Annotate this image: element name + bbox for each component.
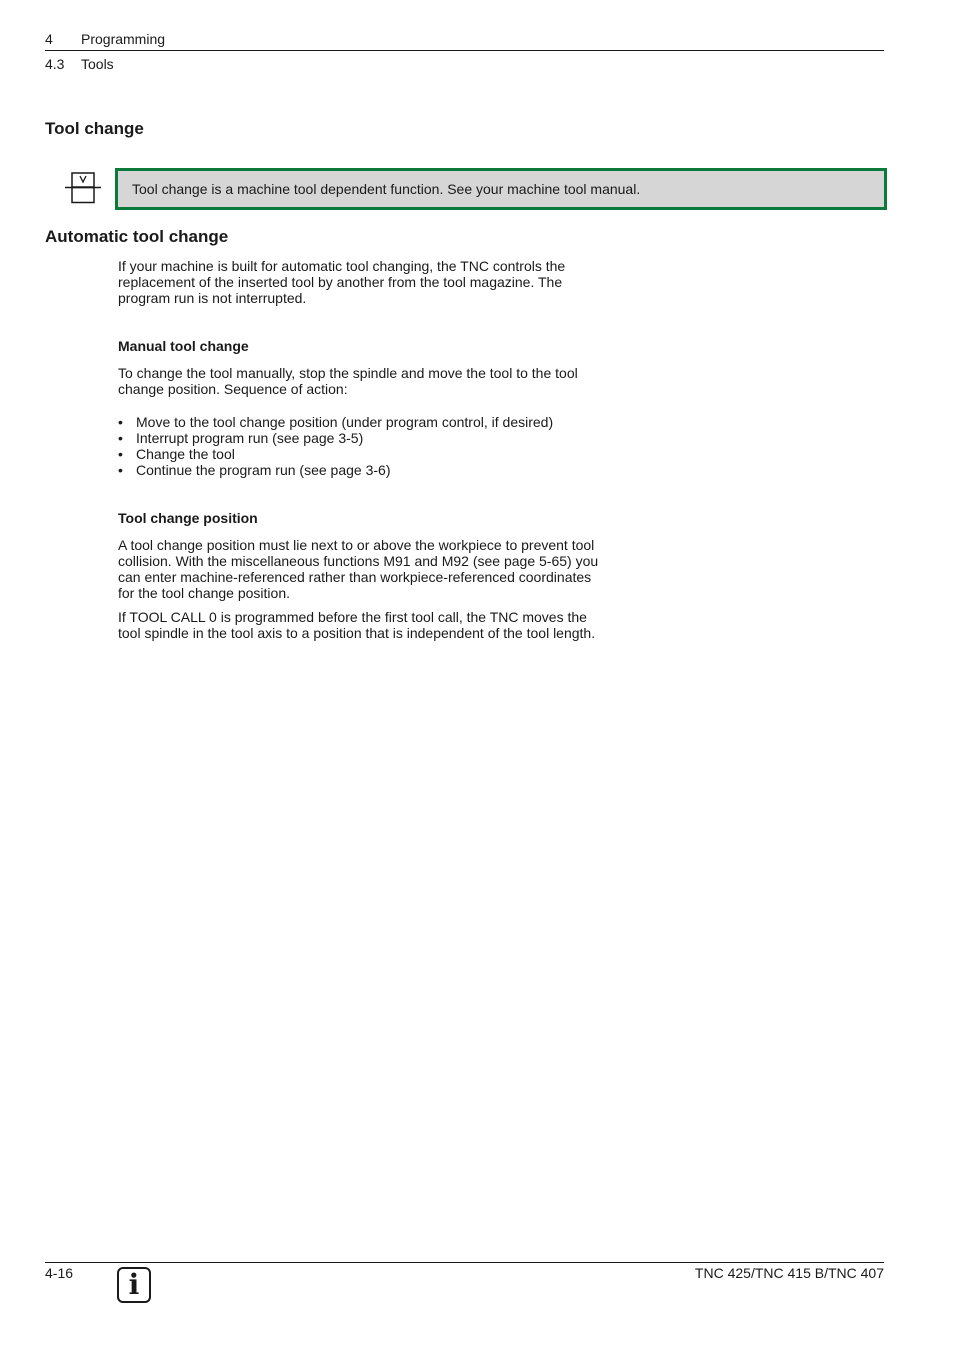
page-number: 4-16	[45, 1265, 74, 1281]
manual-tool-change-heading: Manual tool change	[118, 338, 249, 354]
tool-change-position-paragraph-2: If TOOL CALL 0 is programmed before the first tool call, the TNC moves the tool spindle in the tool axis to a position that is independent of the tool length.	[118, 609, 596, 641]
footer-rule	[45, 1262, 884, 1263]
list-item: • Change the tool	[118, 446, 638, 462]
footer-model-name: TNC 425/TNC 415 B/TNC 407	[694, 1265, 884, 1281]
header-section-number: 4.3	[45, 56, 65, 72]
tool-change-position-paragraph-1: A tool change position must lie next to or above the workpiece to prevent tool collision. With the miscellaneous functions M91 and M92 (see page 5-65) you can enter machine-referenced rather than workpiece-referenced coordinates for the tool change position.	[118, 537, 599, 601]
header-section-title: Tools	[81, 56, 114, 72]
machine-tool-icon	[64, 172, 102, 204]
tool-change-heading: Tool change	[45, 119, 144, 138]
info-icon: i	[117, 1267, 151, 1303]
manual-tool-change-steps	[118, 414, 638, 478]
list-item: • Interrupt program run (see page 3-5)	[118, 430, 638, 446]
list-item: • Continue the program run (see page 3-6)	[118, 462, 638, 478]
manual-tool-change-paragraph: To change the tool manually, stop the spindle and move the tool to the tool change position. Sequence of action:	[118, 365, 578, 397]
tool-change-position-heading: Tool change position	[118, 510, 258, 526]
machine-dependent-note	[115, 168, 887, 210]
list-item: • Move to the tool change position (under program control, if desired)	[118, 414, 638, 430]
header-rule	[45, 50, 884, 51]
automatic-tool-change-heading: Automatic tool change	[45, 227, 229, 246]
machine-dependent-note-text: Tool change is a machine tool dependent function. See your machine tool manual.	[132, 181, 641, 197]
automatic-tool-change-paragraph: If your machine is built for automatic tool changing, the TNC controls the replacement of the inserted tool by another from the tool magazine. The program run is not interrupted.	[118, 258, 566, 306]
header-chapter-title: Programming	[81, 31, 166, 47]
header-chapter-number: 4	[45, 31, 53, 47]
